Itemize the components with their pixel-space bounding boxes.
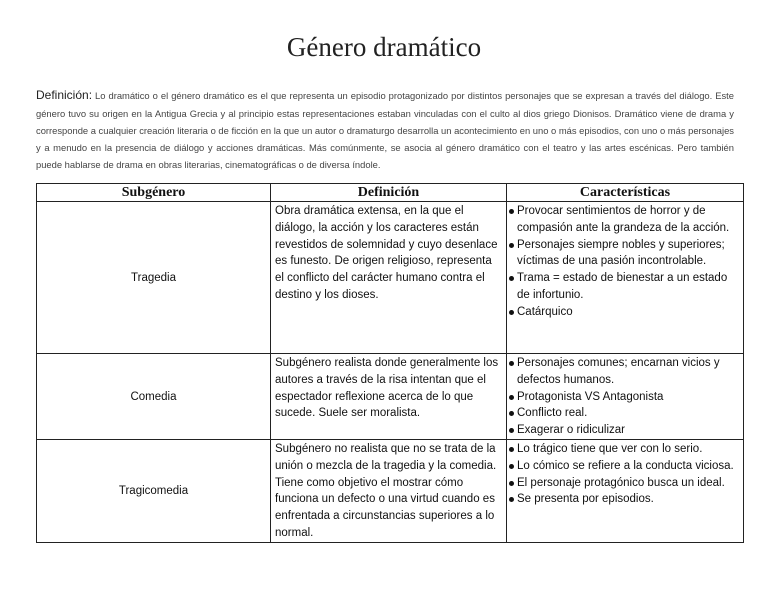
feature-item: Se presenta por episodios.	[509, 491, 741, 508]
table-row	[37, 202, 744, 354]
page-title: Género dramático	[286, 32, 482, 62]
feature-item: Conflicto real.	[509, 405, 741, 422]
header-subgenero: Subgénero	[37, 184, 271, 202]
definition-text: Lo dramático o el género dramático es el que representa un episodio protagonizado por distintos personajes que se expresan a través del diálogo. Este género tuvo su origen en la Antigua Grecia y al principio estas representaciones estaban vinculadas con el culto al dios griego Dionisos. Dramático viene de drama y corresponde a cualquier creación literaria o de ficción en la que un autor o dramaturgo desarrolla un acontecimiento en uno o más episodios, con uno o más personajes y a menudo en la presencia de diálogo y acciones dramáticas. Más comúnmente, se asocia al género dramático con el teatro y las artes escénicas. Pero también puede hablarse de drama en obras literarias, cinematográficas o de diversa índole.	[36, 90, 734, 171]
subgenres-table	[36, 183, 744, 543]
table-header-row	[37, 184, 744, 202]
feature-item: Protagonista VS Antagonista	[509, 389, 741, 406]
definition-cell: Subgénero realista donde generalmente los autores a través de la risa intentan que el espectador reflexione acerca de lo que sucede. Suele ser moralista.	[271, 354, 507, 440]
definition-paragraph	[36, 87, 734, 173]
feature-item: Personajes comunes; encarnan vicios y defectos humanos.	[509, 355, 741, 389]
feature-item: Personajes siempre nobles y superiores; víctimas de una pasión incontrolable.	[509, 237, 741, 271]
subgenre-cell: Tragedia	[37, 202, 271, 354]
definition-cell: Obra dramática extensa, en la que el diálogo, la acción y los caracteres están revestidos de solemnidad y cuyo desenlace es funesto. De origen religioso, representa el conflicto del carácter humano contra el destino y los dioses.	[271, 202, 507, 354]
feature-item: Exagerar o ridiculizar	[509, 422, 741, 439]
definition-term: Definición:	[36, 88, 93, 103]
features-cell	[507, 440, 744, 543]
feature-item: Lo trágico tiene que ver con lo serio.	[509, 441, 741, 458]
definition-cell: Subgénero no realista que no se trata de la unión o mezcla de la tragedia y la comedia. Tiene como objetivo el mostrar cómo funciona un defecto o una virtud cuando es enfrentada a circunstancias superiores a lo normal.	[271, 440, 507, 543]
features-list	[509, 441, 741, 508]
header-caracteristicas: Características	[507, 184, 744, 202]
table-row	[37, 440, 744, 543]
features-cell	[507, 202, 744, 354]
feature-item: El personaje protagónico busca un ideal.	[509, 475, 741, 492]
features-cell	[507, 354, 744, 440]
table-row	[37, 354, 744, 440]
feature-item: Trama = estado de bienestar a un estado de infortunio.	[509, 270, 741, 304]
subgenre-cell: Comedia	[37, 354, 271, 440]
header-definicion: Definición	[271, 184, 507, 202]
features-list	[509, 355, 741, 439]
feature-item: Lo cómico se refiere a la conducta viciosa.	[509, 458, 741, 475]
subgenre-cell: Tragicomedia	[37, 440, 271, 543]
features-list	[509, 203, 741, 321]
feature-item: Catárquico	[509, 304, 741, 321]
feature-item: Provocar sentimientos de horror y de compasión ante la grandeza de la acción.	[509, 203, 741, 237]
